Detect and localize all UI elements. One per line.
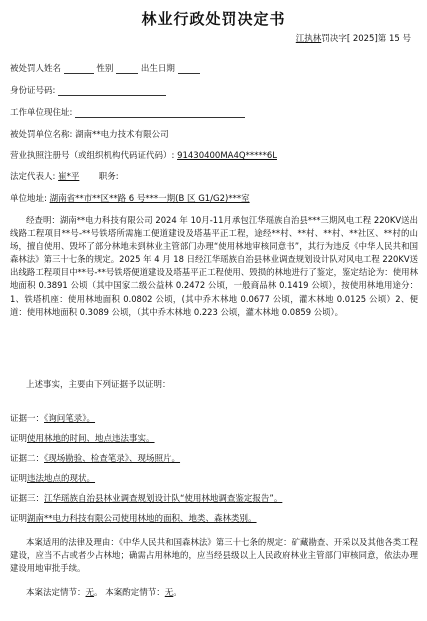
evidence-2-label: 证据二：: [10, 454, 45, 464]
mitigating-label: 本案酌定情节：: [105, 588, 165, 598]
document-number-suffix: 罚决字[ 2025]第 15 号: [321, 34, 411, 44]
id-label: 身份证号码:: [10, 86, 56, 96]
org-label: 被处罚单位名称:: [10, 130, 73, 140]
license-line: [10, 149, 277, 161]
rep-line: [10, 170, 119, 182]
license-value: 91430400MA4Q*****6L: [177, 151, 277, 161]
law-paragraph: [10, 536, 418, 575]
org-line: [10, 128, 169, 140]
document-number-office: 江执林: [295, 34, 322, 44]
id-line: [10, 84, 166, 96]
evidence-3-proof-value: 湖南**电力科技有限公司使用林地的面积、地类、森林类别。: [27, 514, 257, 524]
evidence-1-value: 《询问笔录》。: [44, 414, 96, 424]
evidence-2-value: 《现场勘验、检查笔录》、现场照片。: [44, 454, 181, 464]
person-name-blank: [64, 63, 94, 74]
rep-label: 法定代表人:: [10, 172, 56, 182]
birth-blank: [178, 63, 200, 74]
gender-blank: [116, 63, 138, 74]
law-text: 本案适用的法律及理由：《中华人民共和国森林法》第三十七条的规定：矿藏勘查、开采以及其他各类工程建设，应当不占或者少占林地；确需占用林地的，应当经县级以上人民政府林业主管部门审核同意，依法办理建设用地审批手续。: [10, 537, 418, 574]
evidence-3-label: 证据三：: [10, 494, 45, 504]
address-label: 单位地址:: [10, 194, 47, 204]
facts-text: 经查明：湖南**电力科技有限公司 2024 年 10月-11月承包江华瑶族自治县***三期风电工程 220KV送出线路工程项目**号-**号铁塔所需施工便道建设及塔基平正工程，途经**村、**村、**村、**社区、**村的山场，擅自使用、毁坏了部分林地未到林业主管部门办理“使用林地审核同意书”，其行为违反《中华人民共和国森林法》第三十七条的规定。2025 年 4 月 18 日经江华瑶族自治县林业调查规划设计队对风电工程 220KV送出线路工程项目中**号-**号铁塔便道建设及塔基平正工程使用、毁损的林地进行了鉴定，鉴定结论为：使用林地面积 0.3891 公顷（其中国家二级公益林 0.2472 公顷，一般商品林 0.1419 公顷），按使用林地用途分：1、铁塔机座：使用林地面积 0.0802 公顷，(其中乔木林地 0.0677 公顷，灌木林地 0.0125 公顷）2、便道：使用林地面积 0.3089 公顷，（其中乔木林地 0.223 公顷，灌木林地 0.0859 公顷）。: [10, 215, 418, 317]
work-unit-label: 工作单位现住址:: [10, 108, 73, 118]
license-label: 营业执照注册号（或组织机构代码证代码）:: [10, 151, 175, 161]
evidence-2-proof-value: 违法地点的现状。: [27, 474, 96, 484]
evidence-intro: 上述事实，主要由下列证据予以证明：: [26, 380, 171, 390]
facts-paragraph: [10, 214, 418, 319]
evidence-2-proof: [10, 472, 95, 484]
evidence-2-proof-label: 证明: [10, 474, 28, 484]
rep-value: 崔*平: [58, 172, 80, 182]
address-value: 湖南省**市**区**路 6 号***一期(B 区 G1/G2)***室: [49, 194, 250, 204]
evidence-2: [10, 452, 180, 464]
gender-label: 性别: [96, 64, 114, 74]
evidence-3: [10, 492, 282, 504]
person-name-label: 被处罚人姓名: [10, 64, 62, 74]
address-line: [10, 192, 250, 204]
work-unit-blank: [75, 107, 245, 118]
aggravating-label: 本案法定情节：: [26, 588, 86, 598]
evidence-1-label: 证据一：: [10, 414, 45, 424]
work-unit-line: [10, 106, 245, 118]
org-value: 湖南**电力技术有限公司: [75, 130, 169, 140]
evidence-1-proof-value: 使用林地的时间、地点违法事实。: [27, 434, 155, 444]
evidence-1-proof: [10, 432, 155, 444]
evidence-3-value: 江华瑶族自治县林业调查规划设计队“使用林地调查鉴定报告”。: [44, 494, 283, 504]
document-number: [296, 32, 411, 44]
person-line: [10, 62, 200, 74]
mitigating-value: 无: [164, 588, 174, 598]
circumstances-line: 本案法定情节：无。 本案酌定情节：无。: [26, 588, 182, 598]
position-label: 职务:: [98, 172, 119, 182]
document-title: 林业行政处罚决定书: [141, 10, 286, 28]
aggravating-value: 无: [85, 588, 95, 598]
id-blank: [58, 85, 166, 96]
evidence-3-proof-label: 证明: [10, 514, 28, 524]
evidence-1-proof-label: 证明: [10, 434, 28, 444]
evidence-1: [10, 412, 95, 424]
evidence-3-proof: [10, 512, 257, 524]
birth-label: 出生日期: [140, 64, 175, 74]
